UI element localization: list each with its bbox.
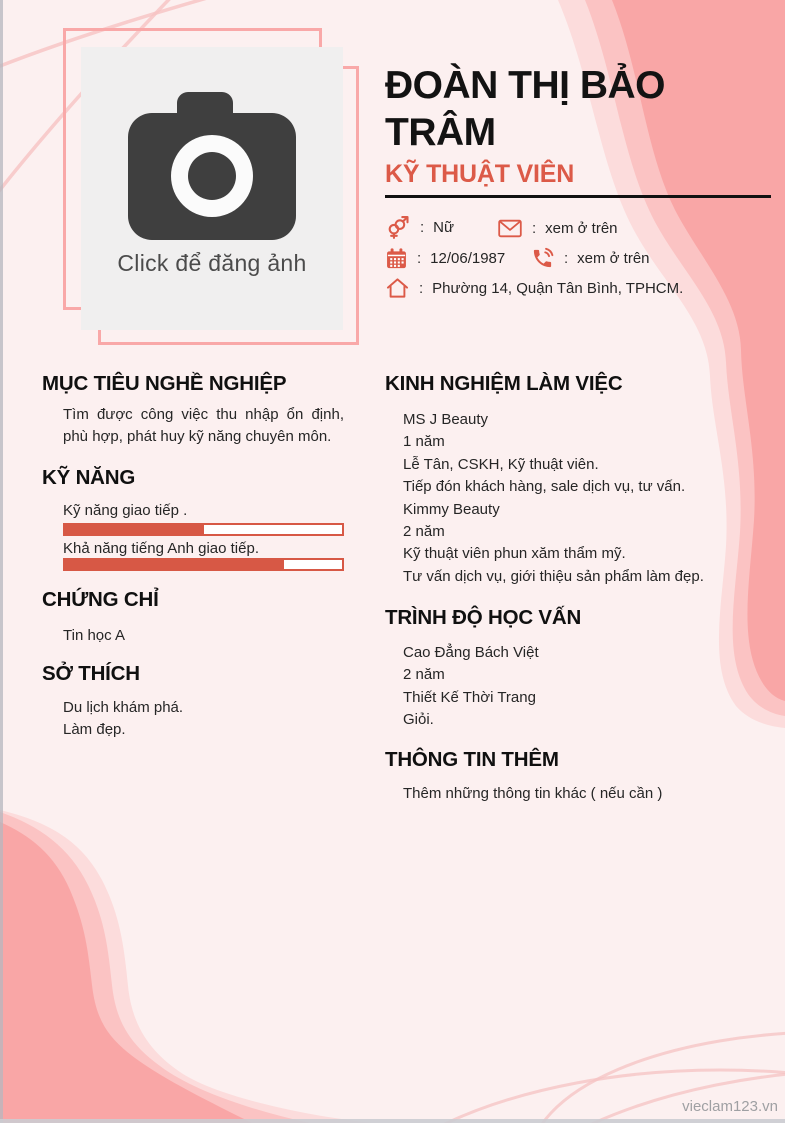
experience-line: 2 năm xyxy=(403,522,445,540)
hobby-list xyxy=(63,697,183,742)
contact-email-value: xem ở trên xyxy=(545,219,618,237)
calendar-icon xyxy=(386,248,407,269)
education-line: 2 năm xyxy=(403,666,445,684)
phone-icon xyxy=(531,247,554,270)
contact-birthday xyxy=(386,246,505,270)
experience-line: MS J Beauty xyxy=(403,411,489,428)
experience-list xyxy=(403,409,704,588)
home-icon xyxy=(386,277,409,299)
contact-email xyxy=(498,216,618,240)
contact-phone xyxy=(531,246,650,270)
objective-text: Tìm được công việc thu nhập ổn định, phù hợp, phát huy kỹ năng chuyên môn. xyxy=(63,406,344,446)
experience-line: 1 năm xyxy=(403,433,445,451)
education-line: Cao Đẳng Bách Việt xyxy=(403,644,539,661)
experience-line: Kỹ thuật viên phun xăm thẩm mỹ. xyxy=(403,545,626,563)
skill-bar xyxy=(63,558,344,571)
contact-address-value: Phường 14, Quận Tân Bình, TPHCM. xyxy=(432,279,684,297)
section-heading-skills: KỸ NĂNG xyxy=(42,466,136,489)
education-line: Giỏi. xyxy=(403,711,434,729)
contact-separator: : xyxy=(417,249,422,267)
contact-separator: : xyxy=(564,249,569,267)
section-heading-certificates: CHỨNG CHỈ xyxy=(42,588,159,611)
envelope-icon xyxy=(498,219,522,238)
experience-line: Tiếp đón khách hàng, sale dịch vụ, tư vấn. xyxy=(403,478,686,496)
page-edge-bottom xyxy=(0,1119,785,1123)
section-heading-hobbies: SỞ THÍCH xyxy=(42,662,140,685)
photo-upload-label[interactable]: Click để đăng ảnh xyxy=(117,250,307,276)
hobby-item: Du lịch khám phá. xyxy=(63,699,184,716)
photo-upload-box[interactable] xyxy=(81,47,343,330)
section-heading-experience: KINH NGHIỆM LÀM VIỆC xyxy=(385,372,623,395)
section-heading-additional-info: THÔNG TIN THÊM xyxy=(385,748,559,771)
section-heading-education: TRÌNH ĐỘ HỌC VẤN xyxy=(385,606,582,629)
contact-separator: : xyxy=(420,218,425,236)
contact-phone-value: xem ở trên xyxy=(577,249,650,267)
skill-label: Khả năng tiếng Anh giao tiếp. xyxy=(63,540,259,557)
gender-icon xyxy=(385,215,410,240)
skill-bar xyxy=(63,523,344,536)
hobby-item: Làm đẹp. xyxy=(63,721,126,739)
contact-separator: : xyxy=(532,219,537,237)
certificate-item: Tin học A xyxy=(63,627,125,644)
skill-bar-fill xyxy=(65,525,204,534)
section-heading-objective: MỤC TIÊU NGHỀ NGHIỆP xyxy=(42,372,287,395)
skill-bar-fill xyxy=(65,560,284,569)
experience-line: Tư vấn dịch vụ, giới thiệu sản phẩm làm đẹp. xyxy=(403,567,704,585)
contact-separator: : xyxy=(419,279,424,297)
title-divider xyxy=(385,195,771,198)
contact-gender-value: Nữ xyxy=(433,218,455,236)
additional-info-list xyxy=(403,783,662,805)
skill-label: Kỹ năng giao tiếp . xyxy=(63,502,188,519)
contact-gender xyxy=(385,215,454,239)
experience-line: Kimmy Beauty xyxy=(403,500,500,518)
experience-line: Lễ Tân, CSKH, Kỹ thuật viên. xyxy=(403,455,599,473)
education-list xyxy=(403,642,539,732)
education-line: Thiết Kế Thời Trang xyxy=(403,688,536,706)
camera-icon xyxy=(128,92,296,240)
contact-address xyxy=(386,276,683,300)
contact-birthday-value: 12/06/1987 xyxy=(430,249,506,267)
job-title: KỸ THUẬT VIÊN xyxy=(385,160,575,188)
page-edge-left xyxy=(0,0,3,1123)
candidate-name: ĐOÀN THỊ BẢO TRÂM xyxy=(385,64,665,154)
additional-info-line: Thêm những thông tin khác ( nếu cần ) xyxy=(403,785,663,802)
site-watermark: vieclam123.vn xyxy=(682,1098,778,1115)
